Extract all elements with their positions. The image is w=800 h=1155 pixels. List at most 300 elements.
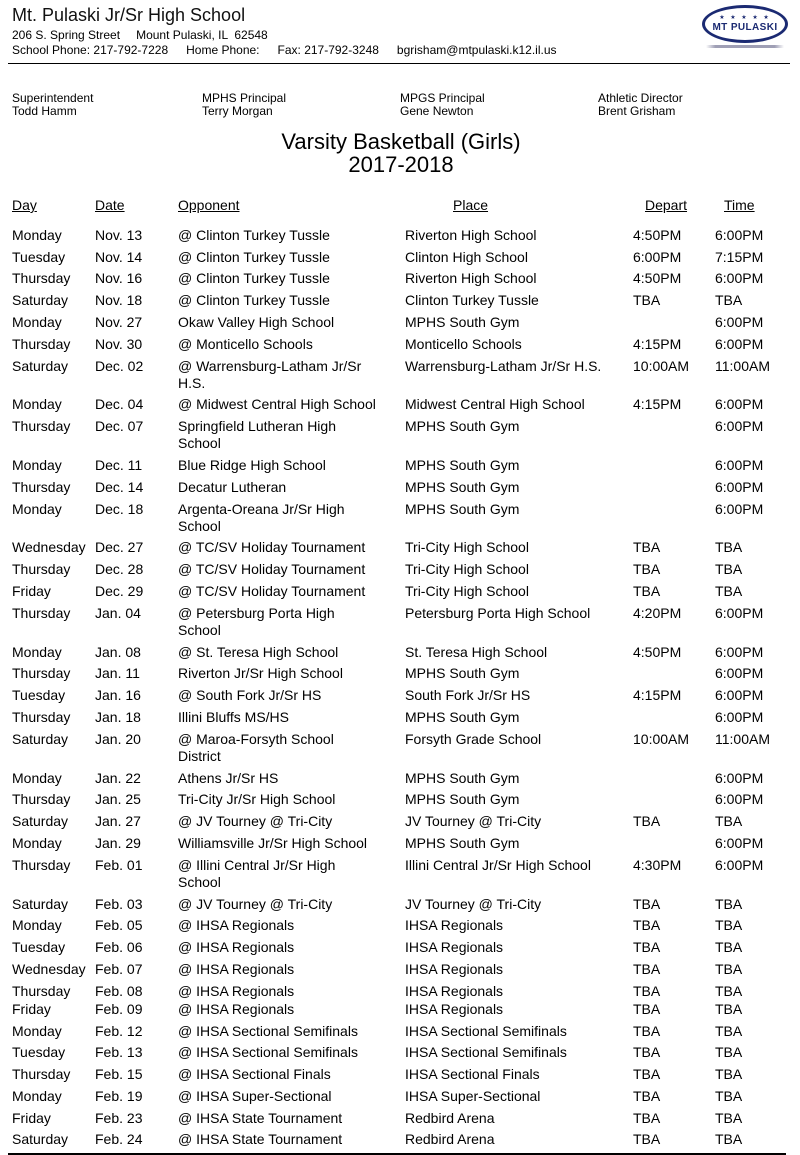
day-cell: Tuesday <box>12 939 66 956</box>
opponent-cell: Williamsville Jr/Sr High School <box>178 834 368 851</box>
depart-cell <box>633 474 715 496</box>
opponent-cell: Blue Ridge High School <box>178 456 326 473</box>
depart-cell: 4:30PM <box>633 856 682 873</box>
time-cell: TBA <box>715 939 743 956</box>
depart-cell: TBA <box>633 1066 661 1083</box>
time-cell: 6:00PM <box>715 500 764 517</box>
day-cell: Thursday <box>12 665 71 682</box>
col-header-day: Day <box>12 197 37 213</box>
staff-title: MPHS Principal <box>202 91 287 105</box>
time-cell: 6:00PM <box>715 270 764 287</box>
place-cell: IHSA Sectional Semifinals <box>405 1044 567 1061</box>
table-row <box>12 578 788 600</box>
opponent-cell: @ IHSA Sectional Semifinals <box>178 1044 358 1061</box>
date-cell: Feb. 01 <box>95 856 143 873</box>
place-cell: Monticello Schools <box>405 335 522 352</box>
depart-cell: TBA <box>633 582 661 599</box>
depart-cell: TBA <box>633 1109 661 1126</box>
time-cell: TBA <box>715 895 743 912</box>
day-cell: Friday <box>12 1000 51 1017</box>
table-row <box>12 309 788 331</box>
table-row <box>12 682 788 704</box>
table-row <box>12 1018 788 1040</box>
time-cell: TBA <box>715 982 743 999</box>
place-cell: MPHS South Gym <box>405 456 520 473</box>
opponent-cell: Athens Jr/Sr HS <box>178 769 279 786</box>
depart-cell <box>633 830 715 852</box>
opponent-cell: @ IHSA Regionals <box>178 982 295 999</box>
date-cell: Feb. 13 <box>95 1044 143 1061</box>
time-cell: 6:00PM <box>715 478 764 495</box>
day-cell: Saturday <box>12 357 69 374</box>
table-row <box>12 287 788 309</box>
time-cell: 11:00AM <box>715 357 770 374</box>
opponent-cell: Argenta-Oreana Jr/Sr High School <box>178 500 345 534</box>
date-cell: Dec. 11 <box>95 456 143 473</box>
time-cell: 6:00PM <box>715 708 764 725</box>
day-cell: Monday <box>12 226 62 243</box>
opponent-cell: @ IHSA Sectional Semifinals <box>178 1022 358 1039</box>
day-cell: Thursday <box>12 791 71 808</box>
document-title-block <box>12 130 790 176</box>
home-phone: Home Phone: <box>186 43 260 57</box>
day-cell: Saturday <box>12 813 69 830</box>
date-cell: Jan. 29 <box>95 834 141 851</box>
opponent-cell: @ IHSA Super-Sectional <box>178 1087 332 1104</box>
date-cell: Dec. 28 <box>95 561 144 578</box>
staff-name: Terry Morgan <box>202 104 273 118</box>
place-cell: MPHS South Gym <box>405 665 520 682</box>
place-cell: Tri-City High School <box>405 582 529 599</box>
depart-cell: 10:00AM <box>633 730 690 747</box>
day-cell: Tuesday <box>12 248 66 265</box>
place-cell: MPHS South Gym <box>405 500 520 517</box>
table-row <box>12 1105 788 1127</box>
place-cell: South Fork Jr/Sr HS <box>405 687 531 704</box>
place-cell: MPHS South Gym <box>405 769 520 786</box>
date-cell: Nov. 27 <box>95 313 143 330</box>
date-cell: Dec. 29 <box>95 582 144 599</box>
time-cell: 6:00PM <box>715 643 764 660</box>
depart-cell: 10:00AM <box>633 357 690 374</box>
opponent-cell: @ JV Tourney @ Tri-City <box>178 813 333 830</box>
date-cell: Feb. 23 <box>95 1109 143 1126</box>
time-cell: 6:00PM <box>715 226 764 243</box>
date-cell: Nov. 14 <box>95 248 143 265</box>
opponent-cell: @ TC/SV Holiday Tournament <box>178 582 366 599</box>
place-cell: Illini Central Jr/Sr High School <box>405 856 591 873</box>
date-cell: Jan. 04 <box>95 604 141 621</box>
date-cell: Jan. 27 <box>95 813 141 830</box>
place-cell: JV Tourney @ Tri-City <box>405 895 542 912</box>
opponent-cell: @ Illini Central Jr/Sr High School <box>178 856 336 890</box>
table-row <box>12 956 788 978</box>
table-row <box>12 765 788 787</box>
staff-name: Gene Newton <box>400 104 474 118</box>
table-row <box>12 496 788 535</box>
place-cell: Riverton High School <box>405 226 537 243</box>
place-cell: Clinton High School <box>405 248 528 265</box>
time-cell: 11:00AM <box>715 730 770 747</box>
col-header-date: Date <box>95 197 125 213</box>
season-subtitle: 2017-2018 <box>348 152 454 177</box>
fax-number: Fax: 217-792-3248 <box>277 43 379 57</box>
date-cell: Feb. 09 <box>95 1000 143 1017</box>
day-cell: Monday <box>12 834 62 851</box>
time-cell: 7:15PM <box>715 248 764 265</box>
day-cell: Monday <box>12 313 62 330</box>
date-cell: Feb. 06 <box>95 939 143 956</box>
depart-cell: TBA <box>633 982 661 999</box>
date-cell: Feb. 07 <box>95 960 143 977</box>
table-row <box>12 452 788 474</box>
staff-name: Brent Grisham <box>598 104 676 118</box>
day-cell: Monday <box>12 917 62 934</box>
table-row <box>12 934 788 956</box>
table-row <box>12 978 788 1000</box>
depart-cell: TBA <box>633 539 661 556</box>
staff-name: Todd Hamm <box>12 104 77 118</box>
depart-cell: TBA <box>633 292 661 309</box>
date-cell: Nov. 13 <box>95 226 143 243</box>
time-cell: TBA <box>715 1022 743 1039</box>
letterhead <box>12 4 790 57</box>
table-row <box>12 600 788 639</box>
depart-cell: 4:15PM <box>633 687 682 704</box>
time-cell: 6:00PM <box>715 665 764 682</box>
day-cell: Monday <box>12 1022 62 1039</box>
opponent-cell: Decatur Lutheran <box>178 478 287 495</box>
date-cell: Nov. 18 <box>95 292 143 309</box>
depart-cell: TBA <box>633 1087 661 1104</box>
day-cell: Thursday <box>12 982 71 999</box>
col-header-place: Place <box>453 197 489 213</box>
day-cell: Thursday <box>12 561 71 578</box>
date-cell: Nov. 30 <box>95 335 143 352</box>
date-cell: Dec. 07 <box>95 418 144 435</box>
depart-cell: TBA <box>633 1000 661 1017</box>
depart-cell <box>633 496 715 535</box>
depart-cell <box>633 787 715 809</box>
day-cell: Thursday <box>12 1066 71 1083</box>
table-row <box>12 808 788 830</box>
day-cell: Thursday <box>12 856 71 873</box>
place-cell: St. Teresa High School <box>405 643 548 660</box>
depart-cell: 4:50PM <box>633 270 682 287</box>
place-cell: Forsyth Grade School <box>405 730 542 747</box>
opponent-cell: @ Petersburg Porta High School <box>178 604 335 638</box>
opponent-cell: @ Monticello Schools <box>178 335 313 352</box>
opponent-cell: @ TC/SV Holiday Tournament <box>178 561 366 578</box>
table-row <box>12 244 788 266</box>
depart-cell: TBA <box>633 1022 661 1039</box>
day-cell: Saturday <box>12 292 69 309</box>
schedule-body <box>12 222 788 1148</box>
col-header-opponent: Opponent <box>178 197 240 213</box>
date-cell: Dec. 02 <box>95 357 144 374</box>
date-cell: Jan. 25 <box>95 791 141 808</box>
day-cell: Monday <box>12 396 62 413</box>
time-cell: TBA <box>715 582 743 599</box>
date-cell: Feb. 12 <box>95 1022 143 1039</box>
opponent-cell: Springfield Lutheran High School <box>178 418 336 452</box>
schedule-header <box>12 192 788 222</box>
staff-mphs-principal <box>202 92 400 118</box>
table-row <box>12 1040 788 1062</box>
day-cell: Tuesday <box>12 1044 66 1061</box>
staff-directory <box>12 92 790 118</box>
time-cell: TBA <box>715 1066 743 1083</box>
time-cell: 6:00PM <box>715 396 764 413</box>
date-cell: Jan. 08 <box>95 643 141 660</box>
time-cell: TBA <box>715 1131 743 1148</box>
opponent-cell: @ IHSA Regionals <box>178 917 295 934</box>
place-cell: IHSA Regionals <box>405 960 504 977</box>
depart-cell <box>633 413 715 452</box>
depart-cell <box>633 309 715 331</box>
day-cell: Monday <box>12 456 62 473</box>
place-cell: Tri-City High School <box>405 561 529 578</box>
day-cell: Friday <box>12 1109 51 1126</box>
place-cell: MPHS South Gym <box>405 834 520 851</box>
day-cell: Wednesday <box>12 960 86 977</box>
date-cell: Jan. 18 <box>95 708 141 725</box>
page-title: Varsity Basketball (Girls) <box>281 129 521 154</box>
time-cell: 6:00PM <box>715 687 764 704</box>
address-city: Mount Pulaski, IL 62548 <box>136 28 268 42</box>
date-cell: Jan. 11 <box>95 665 140 682</box>
time-cell: TBA <box>715 813 743 830</box>
depart-cell: TBA <box>633 939 661 956</box>
place-cell: IHSA Regionals <box>405 982 504 999</box>
day-cell: Saturday <box>12 730 69 747</box>
day-cell: Thursday <box>12 418 71 435</box>
date-cell: Jan. 20 <box>95 730 141 747</box>
date-cell: Dec. 27 <box>95 539 144 556</box>
date-cell: Feb. 08 <box>95 982 143 999</box>
time-cell: 6:00PM <box>715 418 764 435</box>
table-row <box>12 1000 788 1018</box>
table-row <box>12 222 788 244</box>
place-cell: IHSA Sectional Semifinals <box>405 1022 567 1039</box>
opponent-cell: @ IHSA Regionals <box>178 960 295 977</box>
table-row <box>12 535 788 557</box>
day-cell: Monday <box>12 643 62 660</box>
date-cell: Jan. 22 <box>95 769 141 786</box>
time-cell: TBA <box>715 561 743 578</box>
opponent-cell: Illini Bluffs MS/HS <box>178 708 289 725</box>
depart-cell: 4:15PM <box>633 335 682 352</box>
table-row <box>12 474 788 496</box>
date-cell: Nov. 16 <box>95 270 143 287</box>
depart-cell: 6:00PM <box>633 248 682 265</box>
table-row <box>12 392 788 414</box>
place-cell: Clinton Turkey Tussle <box>405 292 539 309</box>
table-row <box>12 1061 788 1083</box>
place-cell: IHSA Sectional Finals <box>405 1066 540 1083</box>
opponent-cell: @ Midwest Central High School <box>178 396 376 413</box>
logo-oval <box>702 5 788 43</box>
place-cell: MPHS South Gym <box>405 708 520 725</box>
time-cell: 6:00PM <box>715 856 764 873</box>
date-cell: Dec. 04 <box>95 396 144 413</box>
opponent-cell: @ JV Tourney @ Tri-City <box>178 895 333 912</box>
opponent-cell: @ Warrensburg-Latham Jr/Sr H.S. <box>178 357 362 391</box>
date-cell: Dec. 18 <box>95 500 144 517</box>
date-cell: Feb. 19 <box>95 1087 143 1104</box>
time-cell: TBA <box>715 292 743 309</box>
depart-cell: 4:20PM <box>633 604 682 621</box>
opponent-cell: @ Maroa-Forsyth School District <box>178 730 334 764</box>
time-cell: 6:00PM <box>715 834 764 851</box>
day-cell: Wednesday <box>12 539 86 556</box>
depart-cell: TBA <box>633 960 661 977</box>
depart-cell: TBA <box>633 813 661 830</box>
place-cell: Tri-City High School <box>405 539 529 556</box>
day-cell: Monday <box>12 500 62 517</box>
opponent-cell: @ IHSA State Tournament <box>178 1131 343 1148</box>
opponent-cell: @ St. Teresa High School <box>178 643 339 660</box>
depart-cell: 4:50PM <box>633 643 682 660</box>
opponent-cell: @ South Fork Jr/Sr HS <box>178 687 322 704</box>
time-cell: TBA <box>715 1087 743 1104</box>
place-cell: IHSA Super-Sectional <box>405 1087 541 1104</box>
opponent-cell: Tri-City Jr/Sr High School <box>178 791 336 808</box>
day-cell: Thursday <box>12 270 71 287</box>
school-contact <box>12 43 790 57</box>
depart-cell <box>633 452 715 474</box>
time-cell: TBA <box>715 960 743 977</box>
depart-cell: TBA <box>633 1131 661 1148</box>
time-cell: 6:00PM <box>715 456 764 473</box>
place-cell: Redbird Arena <box>405 1109 495 1126</box>
header-divider <box>8 63 790 64</box>
opponent-cell: @ Clinton Turkey Tussle <box>178 226 330 243</box>
table-row <box>12 1127 788 1149</box>
opponent-cell: @ IHSA Sectional Finals <box>178 1066 331 1083</box>
depart-cell <box>633 704 715 726</box>
logo-text: MT PULASKI <box>712 21 778 33</box>
table-row <box>12 852 788 891</box>
opponent-cell: @ IHSA Regionals <box>178 939 295 956</box>
school-phone: School Phone: 217-792-7228 <box>12 43 169 57</box>
date-cell: Feb. 03 <box>95 895 143 912</box>
place-cell: Riverton High School <box>405 270 537 287</box>
table-row <box>12 556 788 578</box>
place-cell: Warrensburg-Latham Jr/Sr H.S. <box>405 357 602 374</box>
school-name: Mt. Pulaski Jr/Sr High School <box>12 5 246 25</box>
table-row <box>12 353 788 392</box>
table-row <box>12 891 788 913</box>
date-cell: Dec. 14 <box>95 478 144 495</box>
date-cell: Jan. 16 <box>95 687 141 704</box>
depart-cell: TBA <box>633 917 661 934</box>
school-logo <box>702 5 788 48</box>
place-cell: MPHS South Gym <box>405 418 520 435</box>
opponent-cell: Riverton Jr/Sr High School <box>178 665 343 682</box>
table-row <box>12 1083 788 1105</box>
col-header-depart: Depart <box>645 197 688 213</box>
schedule-table <box>12 192 788 1148</box>
depart-cell: 4:50PM <box>633 226 682 243</box>
date-cell: Feb. 24 <box>95 1131 143 1148</box>
date-cell: Feb. 15 <box>95 1066 143 1083</box>
staff-superintendent <box>12 92 202 118</box>
day-cell: Thursday <box>12 478 71 495</box>
staff-athletic-director <box>598 92 790 118</box>
depart-cell <box>633 661 715 683</box>
table-row <box>12 787 788 809</box>
table-row <box>12 266 788 288</box>
table-row <box>12 331 788 353</box>
place-cell: Redbird Arena <box>405 1131 495 1148</box>
opponent-cell: Okaw Valley High School <box>178 313 335 330</box>
place-cell: MPHS South Gym <box>405 313 520 330</box>
staff-title: MPGS Principal <box>400 91 485 105</box>
day-cell: Thursday <box>12 604 71 621</box>
contact-email: bgrisham@mtpulaski.k12.il.us <box>396 43 557 57</box>
table-row <box>12 726 788 765</box>
place-cell: IHSA Regionals <box>405 1000 504 1017</box>
time-cell: 6:00PM <box>715 769 764 786</box>
place-cell: Midwest Central High School <box>405 396 585 413</box>
time-cell: TBA <box>715 917 743 934</box>
header-row <box>12 192 788 222</box>
depart-cell: TBA <box>633 1044 661 1061</box>
time-cell: 6:00PM <box>715 791 764 808</box>
staff-title: Athletic Director <box>598 91 683 105</box>
table-row <box>12 704 788 726</box>
day-cell: Tuesday <box>12 687 66 704</box>
staff-mpgs-principal <box>400 92 598 118</box>
date-cell: Feb. 05 <box>95 917 143 934</box>
day-cell: Thursday <box>12 708 71 725</box>
opponent-cell: @ Clinton Turkey Tussle <box>178 248 330 265</box>
place-cell: Petersburg Porta High School <box>405 604 591 621</box>
time-cell: 6:00PM <box>715 313 764 330</box>
table-row <box>12 830 788 852</box>
place-cell: IHSA Regionals <box>405 939 504 956</box>
place-cell: MPHS South Gym <box>405 791 520 808</box>
time-cell: TBA <box>715 1000 743 1017</box>
table-row <box>12 661 788 683</box>
day-cell: Saturday <box>12 1131 69 1148</box>
opponent-cell: @ TC/SV Holiday Tournament <box>178 539 366 556</box>
opponent-cell: @ Clinton Turkey Tussle <box>178 292 330 309</box>
staff-title: Superintendent <box>12 91 94 105</box>
time-cell: TBA <box>715 1044 743 1061</box>
table-row <box>12 413 788 452</box>
opponent-cell: @ IHSA State Tournament <box>178 1109 343 1126</box>
opponent-cell: @ Clinton Turkey Tussle <box>178 270 330 287</box>
opponent-cell: @ IHSA Regionals <box>178 1000 295 1017</box>
day-cell: Monday <box>12 1087 62 1104</box>
day-cell: Monday <box>12 769 62 786</box>
place-cell: IHSA Regionals <box>405 917 504 934</box>
depart-cell: 4:15PM <box>633 396 682 413</box>
col-header-time: Time <box>724 197 755 213</box>
day-cell: Saturday <box>12 895 69 912</box>
depart-cell: TBA <box>633 895 661 912</box>
logo-stars-icon: ★ ★ ★ ★ ★ <box>719 14 771 21</box>
day-cell: Thursday <box>12 335 71 352</box>
table-row <box>12 639 788 661</box>
school-address <box>12 28 790 42</box>
depart-cell <box>633 765 715 787</box>
time-cell: 6:00PM <box>715 604 764 621</box>
day-cell: Friday <box>12 582 51 599</box>
depart-cell: TBA <box>633 561 661 578</box>
